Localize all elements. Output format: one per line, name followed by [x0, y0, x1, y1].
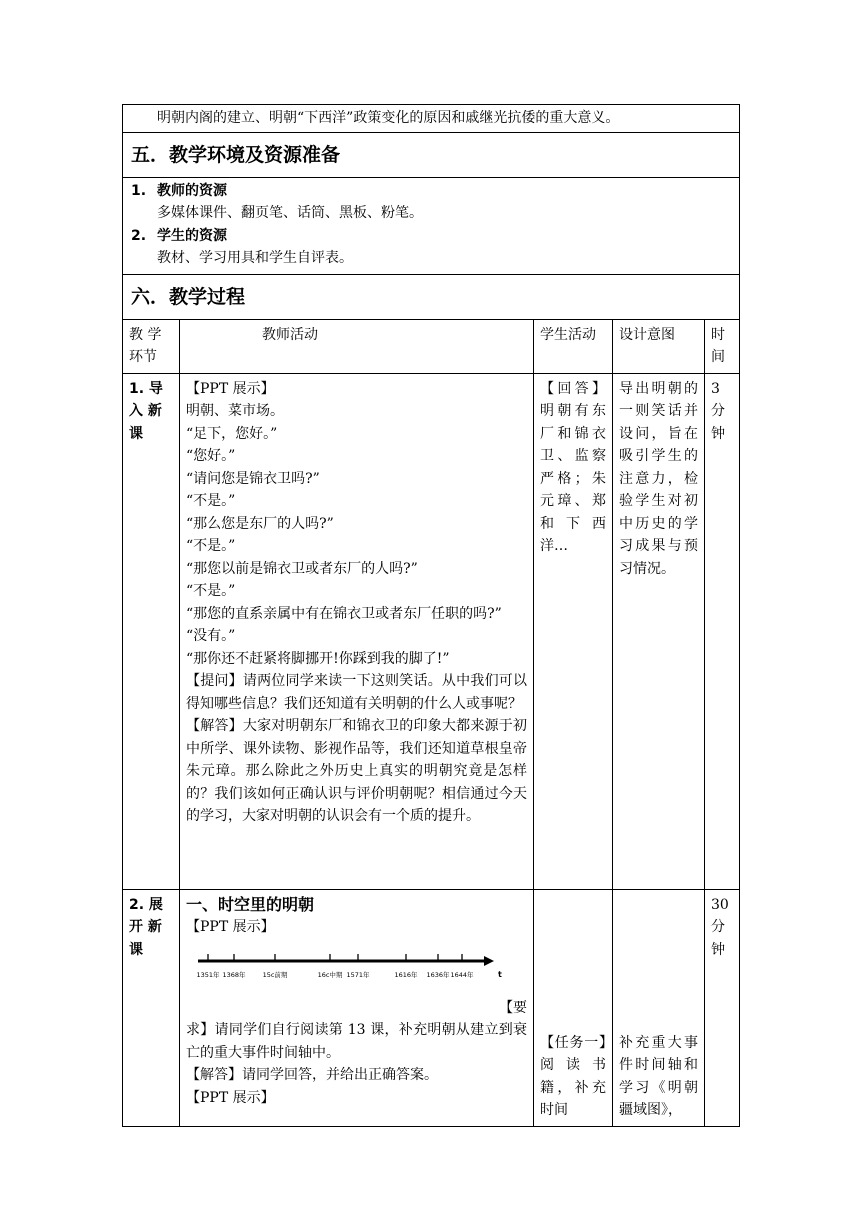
dialogue-line: “您好。”: [186, 448, 236, 464]
timeline-figure: [186, 939, 527, 997]
resources-cell: [123, 177, 740, 274]
dialogue-line: “足下，您好。”: [186, 425, 278, 442]
objective-text: 明朝内阁的建立、明朝“下西洋”政策变化的原因和戚继光抗倭的重大意义。: [123, 105, 740, 133]
dialogue-line: “不是。”: [186, 583, 236, 599]
section6-title: 六．教学过程: [123, 274, 740, 319]
table-row: [123, 373, 740, 889]
requirement-text: 求】请同学们自行阅读第 13 课，补充明朝从建立到衰亡的重大事件时间轴中。: [186, 1022, 527, 1061]
time-cell: 30 分钟: [705, 889, 740, 1126]
timeline-label: 16c中期: [317, 970, 343, 979]
teacher-lines: [186, 378, 527, 828]
dialogue-line: “没有。”: [186, 628, 236, 644]
teacher-activity: [180, 373, 534, 889]
design-intent: 补充重大事件时间轴和学习《明朝疆域图》，: [613, 889, 705, 1126]
dialogue-line: 明朝、菜市场。: [186, 403, 284, 419]
dialogue-line: “那您的直系亲属中有在锦衣卫或者东厂任职的吗?”: [186, 605, 502, 622]
dialogue-line: “那您以前是锦衣卫或者东厂的人吗?”: [186, 560, 418, 577]
header-time: 时间: [705, 319, 740, 373]
student-activity: 【回答】明朝有东厂和锦衣卫、监察严格；朱元璋、郑和下西洋…: [534, 373, 613, 889]
timeline-arrow: [484, 956, 494, 966]
timeline-label: 15c前期: [262, 970, 288, 979]
lesson-plan: [122, 104, 739, 1127]
student-activity: 【任务一】阅读书籍，补充时间: [534, 889, 613, 1126]
timeline-svg: [186, 939, 526, 997]
section6-title-row: [123, 274, 740, 319]
lesson-table: [122, 104, 740, 1127]
answer-text: 【解答】请同学回答，并给出正确答案。: [186, 1067, 438, 1083]
timeline-label: 1351年: [196, 970, 220, 979]
dialogue-line: 【PPT 展示】: [186, 380, 275, 397]
objective-row: [123, 105, 740, 133]
section5-title-row: [123, 132, 740, 177]
design-intent: 导出明朝的一则笑话并设问，旨在吸引学生的注意力，检验学生对初中历史的学习成果与预习情况。: [613, 373, 705, 889]
dialogue-line: “不是。”: [186, 493, 236, 509]
dialogue-line: “不是。”: [186, 538, 236, 554]
teacher-activity: [180, 889, 534, 1126]
dialogue-line: “那么您是东厂的人吗?”: [186, 515, 334, 532]
resource-heading: 1. 教师的资源: [131, 182, 227, 199]
timeline-label: 1368年: [222, 970, 246, 979]
timeline-label: 1616年: [394, 970, 418, 979]
dialogue-line: “请问您是锦衣卫吗?”: [186, 470, 320, 487]
dialogue-line: “那你还不赶紧将脚挪开!你踩到我的脚了!”: [186, 650, 450, 667]
resource-text: 多媒体课件、翻页笔、话筒、黑板、粉笔。: [157, 205, 423, 221]
timeline-label: 1644年: [450, 970, 474, 979]
requirement-tail: 【要: [499, 999, 527, 1016]
time-cell: 3 分钟: [705, 373, 740, 889]
ppt-label: 【PPT 展示】: [186, 919, 275, 935]
subheading: 一、时空里的明朝: [186, 894, 315, 914]
header-teacher: 教师活动: [180, 319, 534, 373]
header-intent: 设计意图: [613, 319, 705, 373]
table-header-row: [123, 319, 740, 373]
timeline-label: 1636年: [426, 970, 450, 979]
resource-text: 教材、学习用具和学生自评表。: [157, 250, 353, 266]
table-row: [123, 889, 740, 1126]
header-student: 学生活动: [534, 319, 613, 373]
dialogue-line: 【解答】大家对明朝东厂和锦衣卫的印象大都来源于初中所学、课外读物、影视作品等，我们还知道草根皇帝朱元璋。那么除此之外历史上真实的明朝究竟是怎样的？我们该如何正确认识与评价明朝呢？相信通过今天的学习，大家对明朝的认识会有一个质的提升。: [186, 718, 527, 824]
section5-title: 五．教学环境及资源准备: [123, 132, 740, 177]
stage-cell: 1. 导 入 新 课: [123, 373, 180, 889]
dialogue-line: 【提问】请两位同学来读一下这则笑话。从中我们可以得知哪些信息？我们还知道有关明朝的什么人或事呢？: [186, 673, 527, 712]
timeline-label: 1571年: [346, 970, 370, 979]
ppt-label: 【PPT 展示】: [186, 1089, 275, 1106]
header-stage: 教 学 环节: [123, 319, 180, 373]
resource-heading: 2. 学生的资源: [131, 227, 227, 244]
stage-cell: 2. 展 开 新 课: [123, 889, 180, 1126]
timeline-axis-label: t: [498, 969, 502, 979]
resources-row: [123, 177, 740, 274]
